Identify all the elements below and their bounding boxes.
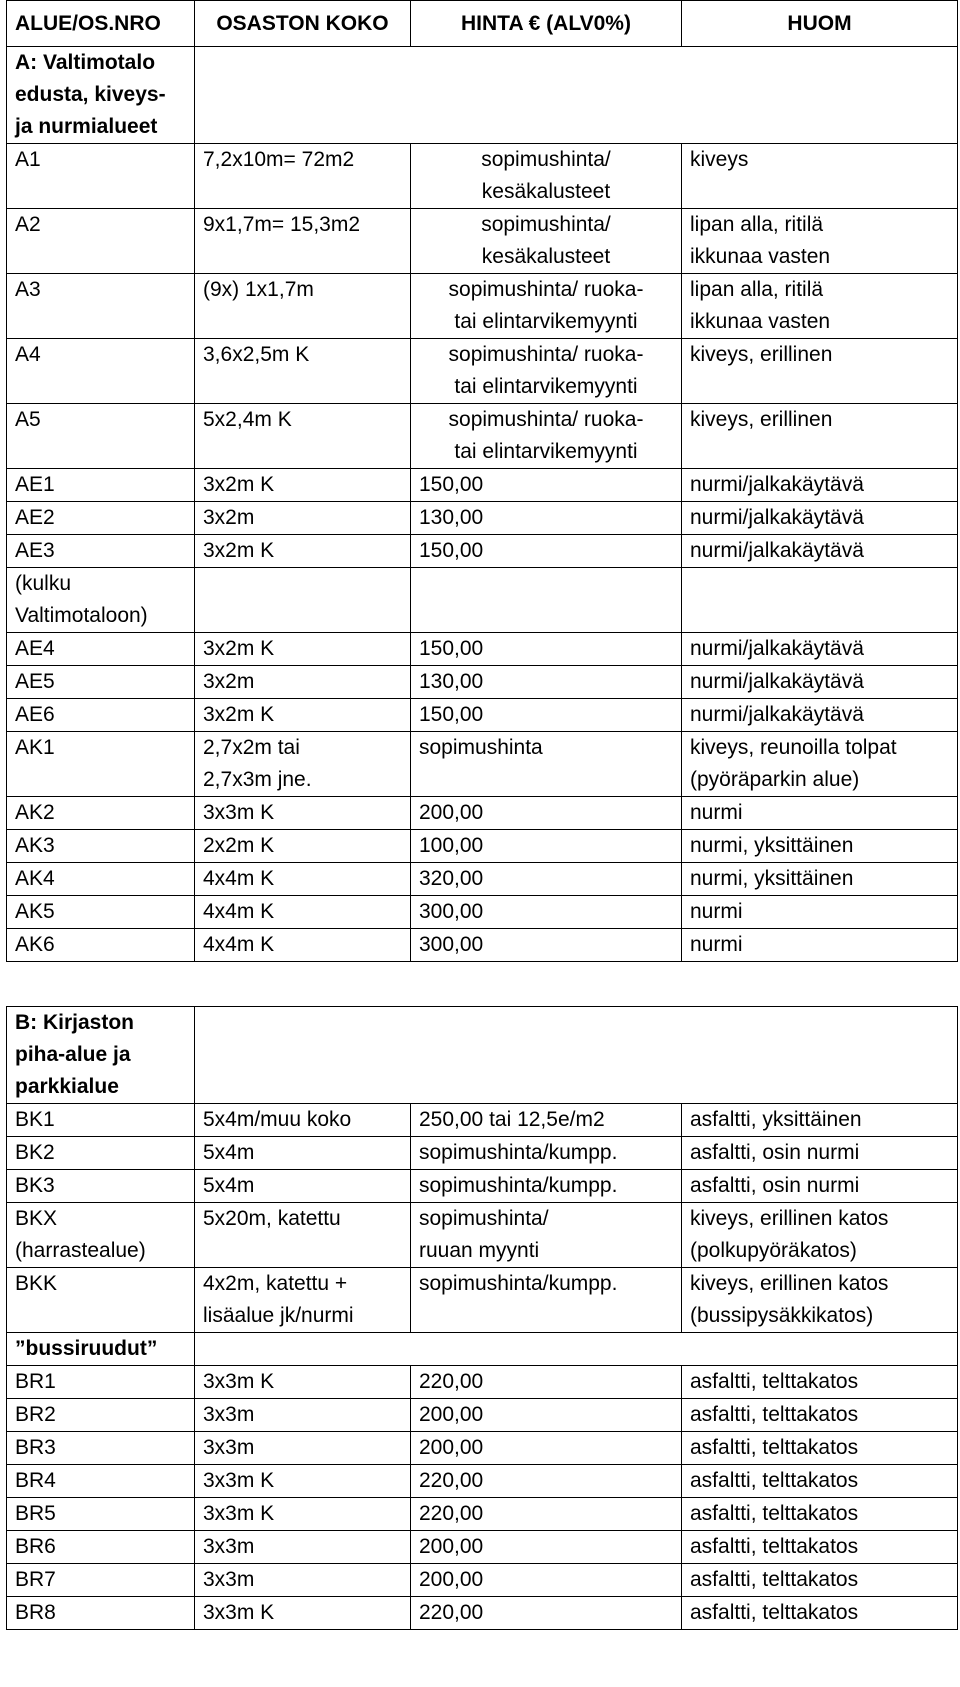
section-br-row — [7, 1333, 958, 1366]
table-row — [7, 1597, 958, 1630]
size-cell: 3x2m K — [195, 699, 411, 732]
table-row — [7, 929, 958, 962]
size-cell: 3,6x2,5m K — [195, 339, 411, 404]
size-cell: 5x4m/muu koko — [195, 1104, 411, 1137]
table-row — [7, 1268, 958, 1333]
table-row — [7, 830, 958, 863]
size-cell: 3x3m — [195, 1531, 411, 1564]
header-note: HUOM — [682, 1, 958, 47]
price-cell: 220,00 — [411, 1597, 682, 1630]
size-cell: 4x4m K — [195, 929, 411, 962]
size-cell: 3x3m K — [195, 1498, 411, 1531]
table-row — [7, 1465, 958, 1498]
table-row — [7, 863, 958, 896]
price-cell: 200,00 — [411, 1564, 682, 1597]
price-cell: 150,00 — [411, 535, 682, 568]
size-cell: 9x1,7m= 15,3m2 — [195, 209, 411, 274]
size-cell: 4x4m K — [195, 896, 411, 929]
price-cell: 200,00 — [411, 797, 682, 830]
note-cell: kiveys, erillinen katos (polkupyöräkatos) — [682, 1203, 958, 1268]
section-a-row-title: A: Valtimotalo edusta, kiveys- ja nurmialueet — [7, 47, 195, 144]
size-cell: 3x3m K — [195, 1597, 411, 1630]
price-cell: sopimushinta/kumpp. — [411, 1137, 682, 1170]
section-b-row — [7, 1007, 958, 1104]
size-cell: 3x3m K — [195, 1366, 411, 1399]
table-row — [7, 1137, 958, 1170]
size-cell: 5x4m — [195, 1170, 411, 1203]
area-cell: A1 — [7, 144, 195, 209]
note-cell: nurmi — [682, 797, 958, 830]
price-cell: sopimushinta/kumpp. — [411, 1170, 682, 1203]
size-cell: 3x2m K — [195, 535, 411, 568]
area-cell: BR7 — [7, 1564, 195, 1597]
table-row — [7, 797, 958, 830]
note-cell: nurmi, yksittäinen — [682, 830, 958, 863]
price-cell: 150,00 — [411, 469, 682, 502]
table-row — [7, 1366, 958, 1399]
size-cell: 3x2m K — [195, 469, 411, 502]
note-cell: kiveys — [682, 144, 958, 209]
note-cell: kiveys, reunoilla tolpat (pyöräparkin alue) — [682, 732, 958, 797]
price-cell: sopimushinta/ ruoka- tai elintarvikemyynti — [411, 404, 682, 469]
note-cell: lipan alla, ritilä ikkunaa vasten — [682, 209, 958, 274]
table-row — [7, 339, 958, 404]
size-cell: 3x3m K — [195, 797, 411, 830]
note-cell: nurmi/jalkakäytävä — [682, 469, 958, 502]
empty-cell — [195, 47, 958, 144]
size-cell: 3x2m — [195, 502, 411, 535]
table-row — [7, 732, 958, 797]
table-row — [7, 1203, 958, 1268]
price-cell: 220,00 — [411, 1498, 682, 1531]
price-cell: 150,00 — [411, 699, 682, 732]
size-cell: 5x20m, katettu — [195, 1203, 411, 1268]
price-cell: 150,00 — [411, 633, 682, 666]
area-cell: BR5 — [7, 1498, 195, 1531]
note-cell: asfaltti, telttakatos — [682, 1597, 958, 1630]
size-cell — [195, 568, 411, 633]
price-cell: 220,00 — [411, 1366, 682, 1399]
price-cell: sopimushinta/ ruoka- tai elintarvikemyynti — [411, 339, 682, 404]
area-cell: BKK — [7, 1268, 195, 1333]
area-cell: AK3 — [7, 830, 195, 863]
table-row — [7, 209, 958, 274]
note-cell: nurmi/jalkakäytävä — [682, 535, 958, 568]
price-cell: 200,00 — [411, 1432, 682, 1465]
gap-cell — [7, 962, 958, 1007]
size-cell: 3x2m K — [195, 633, 411, 666]
table-row — [7, 633, 958, 666]
note-cell: asfaltti, telttakatos — [682, 1465, 958, 1498]
area-cell: A4 — [7, 339, 195, 404]
price-cell: 130,00 — [411, 502, 682, 535]
table-row — [7, 1432, 958, 1465]
section-gap — [7, 962, 958, 1007]
price-cell: sopimushinta/kumpp. — [411, 1268, 682, 1333]
price-cell: sopimushinta — [411, 732, 682, 797]
table-row — [7, 1498, 958, 1531]
size-cell: 2x2m K — [195, 830, 411, 863]
area-cell: BR4 — [7, 1465, 195, 1498]
area-cell: AK5 — [7, 896, 195, 929]
note-cell: asfaltti, telttakatos — [682, 1531, 958, 1564]
note-cell: nurmi/jalkakäytävä — [682, 502, 958, 535]
price-cell: sopimushinta/ ruoka- tai elintarvikemyynti — [411, 274, 682, 339]
size-cell: (9x) 1x1,7m — [195, 274, 411, 339]
size-cell: 4x4m K — [195, 863, 411, 896]
table-row — [7, 1531, 958, 1564]
table-row — [7, 1104, 958, 1137]
table-row — [7, 404, 958, 469]
price-cell: 200,00 — [411, 1399, 682, 1432]
size-cell: 2,7x2m tai 2,7x3m jne. — [195, 732, 411, 797]
section-a-row — [7, 47, 958, 144]
area-cell: BR1 — [7, 1366, 195, 1399]
area-cell: A2 — [7, 209, 195, 274]
table-row — [7, 666, 958, 699]
note-cell: nurmi/jalkakäytävä — [682, 633, 958, 666]
area-cell: BKX (harrastealue) — [7, 1203, 195, 1268]
price-cell: 130,00 — [411, 666, 682, 699]
table-row — [7, 896, 958, 929]
header-price: HINTA € (ALV0%) — [411, 1, 682, 47]
size-cell: 3x3m K — [195, 1465, 411, 1498]
header-row — [7, 1, 958, 47]
table-row — [7, 699, 958, 732]
section-b-row-title: B: Kirjaston piha-alue ja parkkialue — [7, 1007, 195, 1104]
table-row — [7, 469, 958, 502]
area-cell: BK3 — [7, 1170, 195, 1203]
area-cell: BR6 — [7, 1531, 195, 1564]
note-cell: nurmi/jalkakäytävä — [682, 666, 958, 699]
empty-cell — [195, 1333, 958, 1366]
note-cell: asfaltti, telttakatos — [682, 1498, 958, 1531]
header-size: OSASTON KOKO — [195, 1, 411, 47]
note-cell: kiveys, erillinen — [682, 404, 958, 469]
price-table-body — [7, 1, 958, 1630]
table-row — [7, 568, 958, 633]
area-cell: AK4 — [7, 863, 195, 896]
note-cell: nurmi, yksittäinen — [682, 863, 958, 896]
area-cell: AE4 — [7, 633, 195, 666]
area-cell: AE3 — [7, 535, 195, 568]
price-cell: 300,00 — [411, 896, 682, 929]
header-area: ALUE/OS.NRO — [7, 1, 195, 47]
note-cell: nurmi — [682, 896, 958, 929]
area-cell: BK2 — [7, 1137, 195, 1170]
note-cell: kiveys, erillinen — [682, 339, 958, 404]
size-cell: 5x2,4m K — [195, 404, 411, 469]
table-row — [7, 1399, 958, 1432]
price-cell: 200,00 — [411, 1531, 682, 1564]
size-cell: 3x3m — [195, 1432, 411, 1465]
table-row — [7, 535, 958, 568]
area-cell: AE6 — [7, 699, 195, 732]
area-cell: BR2 — [7, 1399, 195, 1432]
table-row — [7, 274, 958, 339]
section-br-row-title: ”bussiruudut” — [7, 1333, 195, 1366]
area-cell: BR3 — [7, 1432, 195, 1465]
area-cell: AK1 — [7, 732, 195, 797]
area-cell: AE5 — [7, 666, 195, 699]
area-cell: BK1 — [7, 1104, 195, 1137]
note-cell: kiveys, erillinen katos (bussipysäkkikatos) — [682, 1268, 958, 1333]
area-cell: A3 — [7, 274, 195, 339]
note-cell: nurmi/jalkakäytävä — [682, 699, 958, 732]
area-cell: AK2 — [7, 797, 195, 830]
area-cell: AK6 — [7, 929, 195, 962]
note-cell: asfaltti, telttakatos — [682, 1564, 958, 1597]
price-cell: 220,00 — [411, 1465, 682, 1498]
size-cell: 7,2x10m= 72m2 — [195, 144, 411, 209]
size-cell: 3x2m — [195, 666, 411, 699]
note-cell: asfaltti, telttakatos — [682, 1399, 958, 1432]
size-cell: 3x3m — [195, 1399, 411, 1432]
note-cell: asfaltti, telttakatos — [682, 1366, 958, 1399]
note-cell: asfaltti, telttakatos — [682, 1432, 958, 1465]
area-cell: A5 — [7, 404, 195, 469]
table-row — [7, 1564, 958, 1597]
note-cell: nurmi — [682, 929, 958, 962]
price-cell: 100,00 — [411, 830, 682, 863]
price-cell — [411, 568, 682, 633]
size-cell: 5x4m — [195, 1137, 411, 1170]
price-table — [6, 0, 958, 1630]
note-cell: asfaltti, osin nurmi — [682, 1170, 958, 1203]
note-cell: asfaltti, yksittäinen — [682, 1104, 958, 1137]
size-cell: 4x2m, katettu + lisäalue jk/nurmi — [195, 1268, 411, 1333]
size-cell: 3x3m — [195, 1564, 411, 1597]
area-cell: BR8 — [7, 1597, 195, 1630]
table-row — [7, 144, 958, 209]
area-cell: AE1 — [7, 469, 195, 502]
note-cell: asfaltti, osin nurmi — [682, 1137, 958, 1170]
price-cell: sopimushinta/ ruuan myynti — [411, 1203, 682, 1268]
empty-cell — [195, 1007, 958, 1104]
table-row — [7, 502, 958, 535]
note-cell — [682, 568, 958, 633]
area-cell: AE2 — [7, 502, 195, 535]
price-cell: 250,00 tai 12,5e/m2 — [411, 1104, 682, 1137]
price-cell: sopimushinta/ kesäkalusteet — [411, 209, 682, 274]
note-cell: lipan alla, ritilä ikkunaa vasten — [682, 274, 958, 339]
price-cell: 300,00 — [411, 929, 682, 962]
area-cell: (kulku Valtimotaloon) — [7, 568, 195, 633]
price-cell: sopimushinta/ kesäkalusteet — [411, 144, 682, 209]
price-cell: 320,00 — [411, 863, 682, 896]
table-row — [7, 1170, 958, 1203]
